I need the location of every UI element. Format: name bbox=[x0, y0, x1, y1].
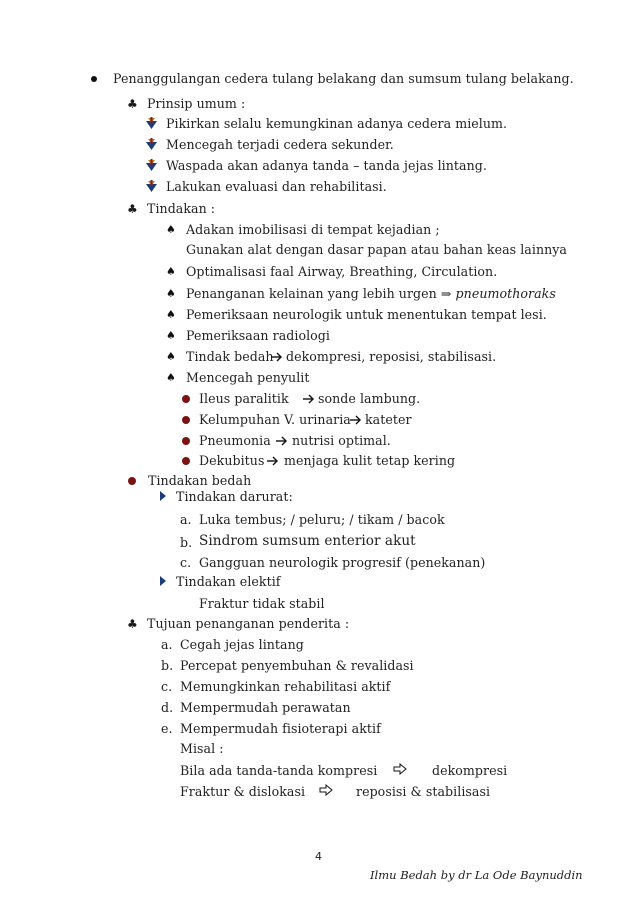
example-left: Fraktur & dislokasi bbox=[180, 784, 306, 799]
action-immobilization: Adakan imobilisasi di tempat kejadian ; bbox=[186, 222, 440, 237]
red-dot-bullet-icon bbox=[182, 457, 190, 465]
main-title: Penanggulangan cedera tulang belakang dan sumsum tulang belakang. bbox=[113, 71, 574, 86]
action-radiology: Pemeriksaan radiologi bbox=[186, 328, 330, 343]
triangle-bullet-icon bbox=[160, 491, 166, 501]
complication-result: kateter bbox=[365, 412, 412, 427]
action-neuro: Pemeriksaan neurologik untuk menentukan tempat lesi. bbox=[186, 307, 547, 322]
emergency-item: Luka tembus; / peluru; / tikam / bacok bbox=[199, 512, 445, 527]
goal-marker: e. bbox=[161, 721, 173, 736]
spade-bullet-icon: ♠ bbox=[166, 350, 176, 363]
arrow-bullet-icon bbox=[145, 117, 158, 130]
complication-result: nutrisi optimal. bbox=[292, 433, 391, 448]
action-urgent-prefix: Penanganan kelainan yang lebih urgen ⇒ bbox=[186, 286, 452, 301]
club-bullet-icon: ♣ bbox=[127, 202, 138, 216]
arrow-right-icon bbox=[302, 393, 315, 405]
emergency-marker: a. bbox=[180, 512, 192, 527]
goal-item: Cegah jejas lintang bbox=[180, 637, 304, 652]
principles-heading: Prinsip umum : bbox=[147, 96, 246, 111]
emergency-item: Gangguan neurologik progresif (penekanan) bbox=[199, 555, 486, 570]
arrow-bullet-icon bbox=[145, 138, 158, 151]
elective-heading: Tindakan elektif bbox=[176, 574, 281, 589]
goal-marker: a. bbox=[161, 637, 173, 652]
red-dot-bullet-icon bbox=[182, 437, 190, 445]
spade-bullet-icon: ♠ bbox=[166, 329, 176, 342]
action-urgent-term: pneumothoraks bbox=[455, 286, 556, 301]
goal-item: Mempermudah fisioterapi aktif bbox=[180, 721, 381, 736]
complication-result: sonde lambung. bbox=[318, 391, 421, 406]
example-right: reposisi & stabilisasi bbox=[356, 784, 491, 799]
spade-bullet-icon: ♠ bbox=[166, 223, 176, 236]
spade-bullet-icon: ♠ bbox=[166, 308, 176, 321]
hollow-arrow-icon bbox=[319, 784, 333, 796]
principle-item: Pikirkan selalu kemungkinan adanya cedera mielum. bbox=[166, 116, 508, 131]
elective-item: Fraktur tidak stabil bbox=[199, 596, 325, 611]
goal-marker: b. bbox=[161, 658, 174, 673]
emergency-marker: b. bbox=[180, 535, 193, 550]
action-optimization: Optimalisasi faal Airway, Breathing, Circulation. bbox=[186, 264, 498, 279]
action-surgery: Tindak bedah bbox=[186, 349, 274, 364]
goal-item: Mempermudah perawatan bbox=[180, 700, 351, 715]
principle-item: Lakukan evaluasi dan rehabilitasi. bbox=[166, 179, 387, 194]
main-bullet-icon bbox=[91, 76, 97, 82]
action-surgery-detail: dekompresi, reposisi, stabilisasi. bbox=[286, 349, 497, 364]
arrow-right-icon bbox=[349, 414, 362, 426]
footer-author: Ilmu Bedah by dr La Ode Baynuddin bbox=[370, 868, 583, 882]
complication-term: Kelumpuhan V. urinaria bbox=[199, 412, 351, 427]
goals-heading: Tujuan penanganan penderita : bbox=[147, 616, 350, 631]
complication-term: Pneumonia bbox=[199, 433, 271, 448]
emergency-item: Sindrom sumsum enterior akut bbox=[199, 533, 416, 549]
red-dot-bullet-icon bbox=[182, 395, 190, 403]
hollow-arrow-icon bbox=[393, 763, 407, 775]
example-label: Misal : bbox=[180, 741, 224, 756]
principle-item: Waspada akan adanya tanda – tanda jejas lintang. bbox=[166, 158, 487, 173]
club-bullet-icon: ♣ bbox=[127, 97, 138, 111]
emergency-marker: c. bbox=[180, 555, 192, 570]
club-bullet-icon: ♣ bbox=[127, 617, 138, 631]
principle-item: Mencegah terjadi cedera sekunder. bbox=[166, 137, 394, 152]
actions-heading: Tindakan : bbox=[147, 201, 216, 216]
arrow-right-icon bbox=[270, 351, 283, 363]
example-right: dekompresi bbox=[432, 763, 508, 778]
goal-item: Percepat penyembuhan & revalidasi bbox=[180, 658, 414, 673]
page-number: 4 bbox=[315, 850, 322, 863]
complication-term: Ileus paralitik bbox=[199, 391, 289, 406]
action-urgent bbox=[186, 286, 556, 302]
goal-marker: d. bbox=[161, 700, 174, 715]
red-dot-bullet-icon bbox=[182, 416, 190, 424]
spade-bullet-icon: ♠ bbox=[166, 371, 176, 384]
goal-item: Memungkinkan rehabilitasi aktif bbox=[180, 679, 391, 694]
arrow-bullet-icon bbox=[145, 159, 158, 172]
complication-term: Dekubitus bbox=[199, 453, 265, 468]
complication-result: menjaga kulit tetap kering bbox=[284, 453, 456, 468]
goal-marker: c. bbox=[161, 679, 173, 694]
action-prevent: Mencegah penyulit bbox=[186, 370, 310, 385]
emergency-heading: Tindakan darurat: bbox=[176, 489, 293, 504]
example-left: Bila ada tanda-tanda kompresi bbox=[180, 763, 378, 778]
spade-bullet-icon: ♠ bbox=[166, 287, 176, 300]
arrow-right-icon bbox=[266, 455, 279, 467]
arrow-bullet-icon bbox=[145, 180, 158, 193]
spade-bullet-icon: ♠ bbox=[166, 265, 176, 278]
action-immobilization-cont: Gunakan alat dengan dasar papan atau bahan keas lainnya bbox=[186, 242, 567, 257]
surgical-heading: Tindakan bedah bbox=[148, 473, 252, 488]
triangle-bullet-icon bbox=[160, 576, 166, 586]
arrow-right-icon bbox=[275, 435, 288, 447]
red-dot-bullet-icon bbox=[128, 477, 136, 485]
